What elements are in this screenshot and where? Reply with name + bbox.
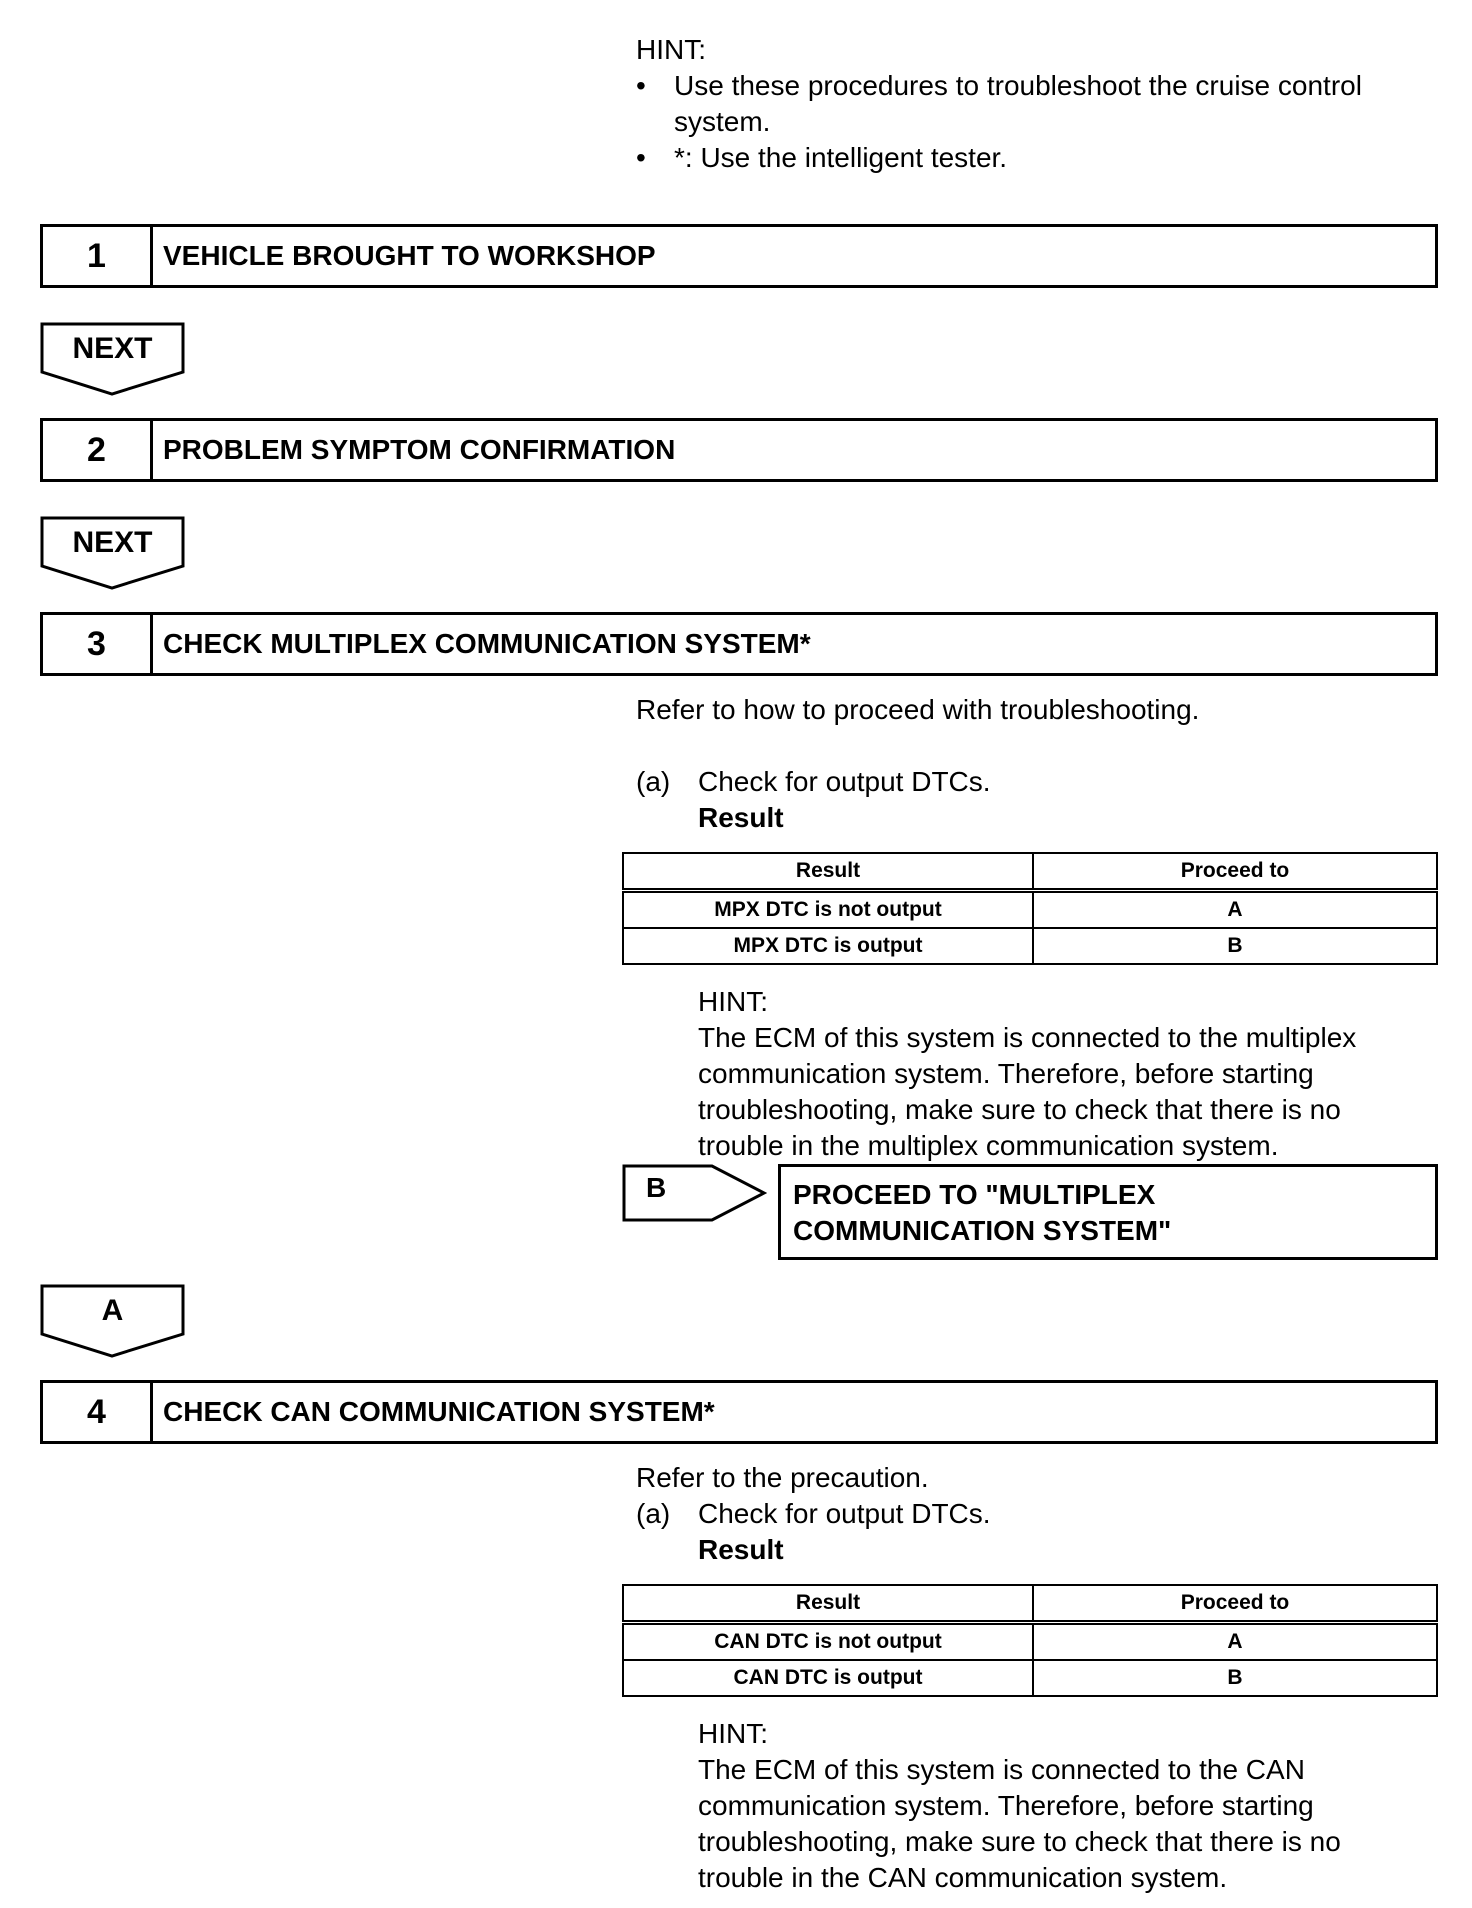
bullet-text-cont: system. — [674, 106, 771, 137]
proceed-box — [778, 1164, 1438, 1260]
item-marker: (a) — [636, 766, 671, 797]
table-row — [623, 891, 1437, 929]
table-cell: B — [1033, 1660, 1437, 1696]
next-label: NEXT — [72, 332, 153, 365]
table-header-row — [623, 853, 1437, 891]
a-label: A — [101, 1294, 124, 1327]
step-3-header — [40, 612, 1438, 676]
step-3-result-table — [622, 852, 1438, 965]
table-cell: CAN DTC is output — [623, 1660, 1033, 1696]
hint-line: The ECM of this system is connected to the CAN — [698, 1754, 1305, 1785]
table-cell: CAN DTC is not output — [623, 1623, 1033, 1661]
table-header: Result — [623, 1585, 1033, 1623]
hint-line: communication system. Therefore, before starting — [698, 1058, 1314, 1089]
proceed-line: PROCEED TO "MULTIPLEX — [793, 1179, 1156, 1210]
next-arrow-1 — [40, 322, 185, 398]
right-arrow-icon — [622, 1164, 767, 1222]
step-2-header — [40, 418, 1438, 482]
b-label: B — [646, 1172, 667, 1203]
next-arrow-2 — [40, 516, 185, 592]
table-header: Result — [623, 853, 1033, 891]
table-header: Proceed to — [1033, 853, 1437, 891]
step-1-header — [40, 224, 1438, 288]
table-cell: MPX DTC is output — [623, 928, 1033, 964]
step-number: 3 — [43, 615, 153, 673]
table-row — [623, 1623, 1437, 1661]
step-title: VEHICLE BROUGHT TO WORKSHOP — [163, 240, 656, 271]
table-header: Proceed to — [1033, 1585, 1437, 1623]
hint-line: trouble in the CAN communication system. — [698, 1862, 1228, 1893]
step-4-refer: Refer to the precaution. — [636, 1462, 929, 1493]
step-3-refer: Refer to how to proceed with troubleshooting. — [636, 694, 1200, 725]
step-4-hint-label: HINT: — [698, 1718, 768, 1749]
item-text: Check for output DTCs. — [698, 766, 991, 797]
step-title: CHECK MULTIPLEX COMMUNICATION SYSTEM* — [163, 628, 811, 659]
bullet-mark: • — [636, 70, 646, 101]
step-number: 4 — [43, 1383, 153, 1441]
result-label: Result — [698, 1534, 784, 1565]
proceed-line: COMMUNICATION SYSTEM" — [793, 1215, 1172, 1246]
step-3-hint-label: HINT: — [698, 986, 768, 1017]
intro-hint-label: HINT: — [636, 34, 706, 65]
table-row — [623, 1660, 1437, 1696]
result-label: Result — [698, 802, 784, 833]
bullet-mark: • — [636, 142, 646, 173]
b-arrow — [622, 1164, 767, 1222]
item-text: Check for output DTCs. — [698, 1498, 991, 1529]
table-cell: B — [1033, 928, 1437, 964]
next-label: NEXT — [72, 526, 153, 559]
table-row — [623, 928, 1437, 964]
step-number: 1 — [43, 227, 153, 285]
bullet-text: *: Use the intelligent tester. — [674, 142, 1008, 173]
table-cell: A — [1033, 891, 1437, 929]
hint-line: troubleshooting, make sure to check that there is no — [698, 1826, 1341, 1857]
step-4-result-table — [622, 1584, 1438, 1697]
item-marker: (a) — [636, 1498, 671, 1529]
hint-line: communication system. Therefore, before starting — [698, 1790, 1314, 1821]
step-4-header — [40, 1380, 1438, 1444]
hint-line: troubleshooting, make sure to check that there is no — [698, 1094, 1341, 1125]
table-cell: MPX DTC is not output — [623, 891, 1033, 929]
table-header-row — [623, 1585, 1437, 1623]
a-arrow — [40, 1284, 185, 1360]
step-title: PROBLEM SYMPTOM CONFIRMATION — [163, 434, 676, 465]
hint-line: The ECM of this system is connected to the multiplex — [698, 1022, 1357, 1053]
step-title: CHECK CAN COMMUNICATION SYSTEM* — [163, 1396, 715, 1427]
step-number: 2 — [43, 421, 153, 479]
bullet-text: Use these procedures to troubleshoot the cruise control — [674, 70, 1362, 101]
table-cell: A — [1033, 1623, 1437, 1661]
hint-line: trouble in the multiplex communication system. — [698, 1130, 1279, 1161]
